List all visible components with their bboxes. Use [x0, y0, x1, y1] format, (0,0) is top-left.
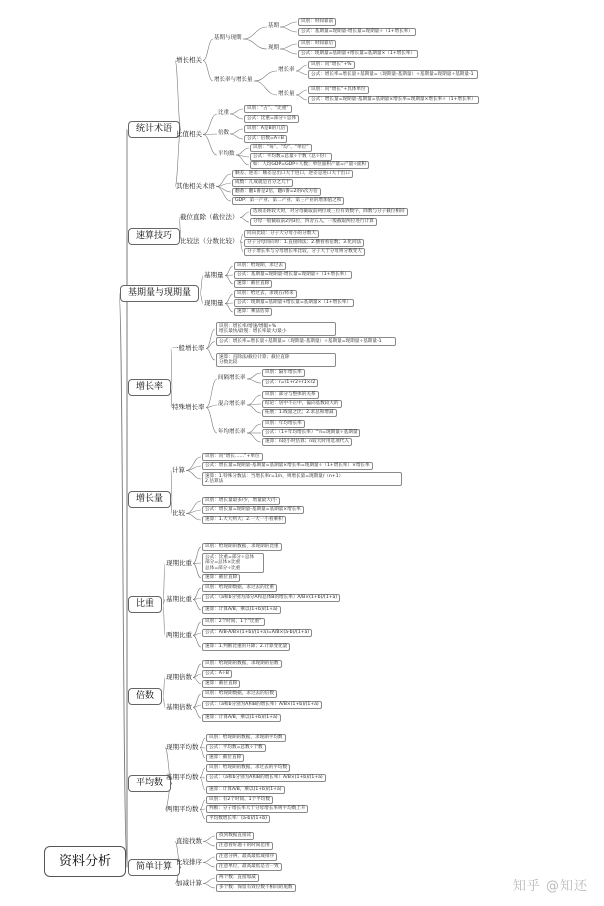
connector-line	[203, 878, 215, 884]
connector-line	[203, 61, 213, 82]
connector-line	[193, 547, 201, 564]
leaf-average-identify: 识别：“每”、“均”、“单位”	[250, 144, 312, 152]
leaf-cur-qty-formula: 公式：现期量=基期量+增长量=基期量×（1+增长率）	[234, 299, 354, 307]
connector-line	[236, 148, 249, 155]
connector-line	[200, 778, 205, 779]
leaf-truncation-2: 分母一般截取前2到3位，四舍五入，一般截取两位进行计算	[250, 218, 377, 226]
leaf-sort-1: 注意分辨，最高最低或排序	[216, 853, 277, 861]
leaf-annual-formula: 公式：（1+年均增长率）^n=现期量÷基期量	[262, 429, 360, 437]
connector-line	[206, 342, 215, 349]
leaf-compare-speed: 速算：1.大大则大；2.一大一小看乘积	[202, 516, 286, 524]
leaf-current-share-speed: 速算：截位直除	[202, 574, 240, 582]
leaf-annual-identify: 识别：年均增长率	[262, 420, 305, 428]
leaf-current-average-identify: 识别：给现期的数据，求现期平均数	[206, 734, 286, 742]
watermark-text: 知乎 @知还	[512, 879, 588, 894]
node-share[interactable]: 比重	[218, 110, 230, 116]
connector-line	[206, 349, 215, 361]
node-average[interactable]: 平均数	[218, 151, 235, 157]
connector-line	[186, 514, 201, 521]
leaf-annual-speed: 速算：n较小时估算；n较大时用选项代入	[262, 438, 352, 446]
leaf-general-identify	[216, 322, 336, 336]
leaf-calc-speed-line1: 速算：1.特殊分数法：当增长率r=1/n，则增长量=现期量/（n+1）	[205, 473, 344, 479]
leaf-current-average-formula: 公式：平均数=总数÷个数	[206, 744, 266, 752]
connector-line	[230, 114, 243, 119]
leaf-average-formula: 公式：平均数=总量÷个数（总÷份）	[250, 153, 332, 161]
leaf-current-share-formula-line2: 部分=总体×比重	[205, 560, 241, 566]
leaf-general-speed-line2: 分数比较	[219, 360, 238, 366]
leaf-base-share-formula: 公式：（a和b分别为部分A和总体B的增长率）A/B×(1+b)/(1+a)	[202, 594, 340, 602]
leaf-base-identify: 识别：时间靠前	[298, 18, 336, 26]
leaf-two-average-identify: 识别：有2个时间、1个平均数	[206, 796, 273, 804]
connector-line	[203, 114, 217, 135]
leaf-current-multiple-identify: 识别：给现期的数据，求现期的倍数	[202, 660, 282, 668]
leaf-two-average-judge: 判断：分子增长率大于分母增长率则平均数上升	[206, 805, 308, 813]
connector-line	[216, 174, 231, 187]
connector-line	[225, 276, 233, 285]
leaf-current-share-formula-line3: 总体=部分÷比重	[205, 565, 241, 571]
leaf-base-qty-speed: 速算：截位直除	[234, 280, 272, 288]
branch-share[interactable]: 比重	[128, 596, 162, 613]
leaf-current-identify: 识别：时间靠后	[298, 40, 336, 48]
connector-line	[193, 678, 201, 685]
branch-quick-calc[interactable]: 速算技巧	[128, 228, 180, 245]
connector-line	[225, 275, 233, 276]
leaf-current-formula: 公式：现期量=基期量+增长量=基期量×（1+增长率）	[298, 50, 418, 58]
connector-line	[200, 810, 205, 820]
connector-line	[171, 471, 172, 500]
leaf-multiple-formula: 公式：倍数=A÷B	[244, 135, 287, 143]
connector-line	[206, 329, 215, 349]
node-growth-qty-compare[interactable]: 比较	[172, 509, 185, 517]
branch-growth-quantity[interactable]: 增长量	[128, 491, 171, 508]
connector-line	[171, 349, 172, 388]
leaf-comparison-3: 分子增长率与分母增长率比较，分子大于分母则分数变大	[244, 248, 365, 256]
leaf-mixed-identify: 识别：部分与整体的关系	[262, 391, 319, 399]
leaf-two-average-rate: 平均数增长率：(a-b)/(1+b)	[206, 815, 270, 823]
leaf-interval-identify: 识别：隔年增长率	[262, 369, 305, 377]
connector-line	[200, 294, 203, 304]
connector-line	[200, 768, 205, 778]
leaf-comparison-1: 同向比较：分子大分母小的分数大	[244, 230, 319, 238]
node-base-quantity[interactable]: 基期量	[204, 271, 224, 279]
connector-line	[193, 563, 201, 564]
leaf-direct-2: 注意看好题干的时间范围	[216, 842, 273, 850]
leaf-multiple-identify: 识别：A是B的几倍	[244, 125, 288, 133]
leaf-share-formula: 公式：比重=部分÷总体	[244, 115, 299, 123]
connector-line	[193, 588, 201, 600]
node-growth-rate-amount[interactable]: 增长率与增长量	[214, 77, 253, 83]
connector-line	[163, 678, 165, 697]
connector-line	[243, 27, 267, 39]
leaf-base-qty-formula: 公式：基期量=现期量-增长量=现期量÷（1+增长率）	[234, 271, 352, 279]
connector-line	[206, 405, 217, 408]
leaf-general-identify-line2: 增长最快/最慢：增长率最大/最小	[219, 329, 287, 335]
leaf-interval-formula: 公式：r=r1+r2+r1×r2	[262, 379, 318, 387]
node-special-growth-rate[interactable]: 特殊增长率	[172, 403, 205, 411]
connector-line	[193, 622, 201, 636]
node-base-share[interactable]: 基期比重	[166, 595, 192, 603]
connector-line	[163, 605, 165, 636]
connector-line	[203, 857, 215, 863]
leaf-growth-rate-identify: 识别：问“增长”+%	[308, 61, 355, 69]
connector-line	[200, 800, 205, 810]
connector-line	[247, 373, 261, 379]
connector-line	[236, 155, 249, 157]
leaf-truncation-1: 选项差距较大时，对分母截取前两位或三位有效数字，除数与分子截位相同	[250, 208, 408, 216]
leaf-current-average-speed: 速算：截位直除	[206, 754, 244, 762]
leaf-base-average-formula: 公式：（a和b分别为A和B的增长率）A/B×(1+b)/(1+a)	[206, 774, 326, 782]
connector-line	[206, 379, 217, 408]
connector-line	[200, 738, 205, 748]
leaf-base-share-speed: 速算：计算A/B，乘以(1+b)/(1+a)	[202, 606, 281, 614]
connector-line	[175, 130, 181, 187]
connector-line	[280, 44, 297, 49]
leaf-current-share-identify: 识别：给现期的数据，求现期的比重	[202, 543, 282, 551]
connector-line	[193, 600, 201, 611]
leaf-fan-fan: 翻番：翻1番是2倍，翻n番=2的n次方倍	[232, 188, 321, 196]
leaf-growth-rate-formula: 公式：增长率=增长量÷基期量=（现期量-基期量）÷基期量=现期量÷基期量-1	[308, 70, 478, 79]
node-base-current[interactable]: 基期与现期	[214, 35, 242, 41]
leaf-calc-speed	[202, 472, 402, 486]
leaf-comparison-2: 分子分母同向时：1.直接除法；2.横看看倍数；3.化同法	[244, 239, 364, 247]
connector-line	[280, 27, 297, 32]
leaf-growth-quantity-formula: 公式：增长量=现期量-基期量=基期量×增长率=现期量×增长率÷（1+增长率）	[308, 96, 479, 104]
leaf-general-speed-line1: 速算：直除法/截位计算；截位直除	[219, 354, 290, 360]
branch-average[interactable]: 平均数	[128, 775, 171, 792]
leaf-base-average-speed: 速算：计算A/B，乘以(1+b)/(1+a)	[206, 786, 285, 794]
connector-line	[163, 600, 165, 605]
connector-line	[193, 564, 201, 579]
connector-line	[200, 748, 205, 759]
connector-line	[203, 884, 215, 889]
connector-line	[225, 266, 233, 276]
connector-line	[186, 471, 201, 480]
connector-line	[247, 405, 261, 413]
connector-line	[200, 778, 205, 791]
root-node[interactable]: 资料分析	[44, 846, 126, 877]
leaf-current-multiple-formula: 公式：A÷B	[202, 670, 232, 678]
node-two-period-share[interactable]: 两期比重	[166, 631, 192, 639]
branch-multiple[interactable]: 倍数	[128, 688, 162, 705]
leaf-share-identify: 识别：“占”、“比重”	[244, 105, 292, 113]
leaf-calc-formula: 公式：增长量=现期量-基期量=基期量×增长率=现期量÷（1+增长率）×增长率	[202, 462, 373, 470]
connector-line	[203, 836, 215, 842]
node-current-quantity[interactable]: 现期量	[204, 299, 224, 307]
connector-line	[186, 510, 201, 514]
leaf-base-share-identify: 识别：给现期数据，求过去的比重	[202, 584, 277, 592]
leaf-base-multiple-identify: 识别：给现期数据，求过去的倍数	[202, 690, 277, 698]
leaf-two-share-speed: 速算：1.判断比重的升降；2.计算变化量	[202, 643, 290, 651]
connector-line	[296, 65, 307, 71]
connector-line	[216, 187, 231, 202]
connector-line	[175, 61, 181, 130]
node-current-share[interactable]: 现期比重	[166, 559, 192, 567]
connector-line	[200, 809, 205, 810]
connector-line	[240, 212, 249, 218]
leaf-two-share-formula: 公式：A/B-A/B×(1+b)/(1+a)=A/B×(a-b)/(1+a)	[202, 629, 312, 637]
connector-line	[186, 501, 201, 514]
node-base-average[interactable]: 基期平均数	[166, 773, 199, 781]
leaf-current-multiple-speed: 速算：截位直除	[202, 680, 240, 688]
leaf-base-multiple-formula: 公式：（a和b分别为A和B的增长率）A/B×(1+b)/(1+a)	[202, 701, 322, 709]
connector-line	[163, 564, 165, 605]
leaf-base-formula: 公式：基期量=现期量-增长量=现期量÷（1+增长率）	[298, 28, 416, 36]
connector-line	[296, 95, 307, 100]
leaf-sum-2: 多个数：保留有效位数不相同的尾数	[216, 884, 296, 892]
connector-line	[203, 863, 215, 868]
connector-line	[247, 433, 261, 442]
leaf-base-average-identify: 识别：给现期的数据，求过去的平均数	[206, 764, 290, 772]
branch-growth-rate[interactable]: 增长率	[128, 379, 171, 396]
leaf-two-share-identify: 识别：2个时间、1个“比重”	[202, 618, 265, 626]
node-truncation[interactable]: 截位直除（截位法）	[180, 213, 239, 221]
connector-line	[296, 71, 307, 75]
connector-line	[203, 135, 217, 156]
node-add-subtract[interactable]: 加减计算	[176, 879, 202, 887]
connector-line	[193, 633, 201, 636]
leaf-base-multiple-speed: 速算：计算A/B，乘以(1+b)/(1+a)	[202, 714, 281, 722]
connector-line	[280, 22, 297, 27]
connector-line	[280, 49, 297, 54]
node-ratio-related[interactable]: 比值相关	[176, 130, 202, 138]
leaf-calc-identify: 识别：问“增长……”+单位	[202, 453, 263, 461]
leaf-compare-formula: 公式：增长量=现期量-基期量=基期量×增长率	[202, 506, 304, 514]
node-growth-qty-calc[interactable]: 计算	[172, 466, 185, 474]
connector-line	[216, 187, 231, 193]
connector-line	[200, 748, 205, 749]
connector-line	[193, 708, 201, 719]
leaf-trade-balance: 顺差、逆差：顺差是出口大于进口，逆差是进口大于出口	[232, 170, 353, 178]
node-compare-sort[interactable]: 比较排序	[176, 858, 202, 866]
node-current-average[interactable]: 现期平均数	[166, 743, 199, 751]
node-growth-related[interactable]: 增长相关	[176, 56, 202, 64]
connector-line	[225, 294, 233, 304]
leaf-cur-qty-identify: 识别：给过去，求现在/将来	[234, 290, 297, 298]
branch-simple-calc[interactable]: 简单计算	[128, 859, 180, 876]
node-other-terms[interactable]: 其他相关术语	[176, 182, 215, 190]
leaf-general-speed	[216, 353, 336, 367]
connector-line	[236, 155, 249, 165]
connector-line	[240, 218, 249, 223]
connector-line	[203, 39, 213, 61]
connector-line	[119, 294, 127, 862]
leaf-gdp: GDP：第一产业、第二产业、第三产业的增加值之和	[232, 197, 344, 205]
node-interval-growth-rate[interactable]: 间隔增长率	[218, 375, 246, 381]
connector-line	[186, 466, 201, 471]
connector-line	[254, 81, 277, 95]
leaf-sum-1: 两个数：直接加减	[216, 874, 259, 882]
leaf-cheng-shu: 成数：几成就是百分之几十	[232, 179, 293, 187]
connector-line	[230, 129, 243, 134]
node-growth-quantity[interactable]: 增长量	[278, 91, 295, 97]
leaf-current-share-formula-line1: 公式：比重=部分÷总体	[205, 554, 255, 560]
connector-line	[203, 842, 215, 847]
connector-line	[163, 697, 165, 708]
leaf-direct-1: 找到数据直接读	[216, 832, 254, 840]
connector-line	[193, 705, 201, 708]
connector-line	[200, 276, 203, 294]
connector-line	[240, 242, 243, 244]
connector-line	[193, 694, 201, 708]
connector-line	[206, 408, 217, 434]
connector-line	[216, 183, 231, 187]
leaf-compare-identify: 识别：增长量最多/少，增量最大/小	[202, 497, 280, 505]
leaf-current-share-formula	[202, 553, 264, 573]
connector-line	[225, 303, 233, 304]
node-current-multiple[interactable]: 现期倍数	[166, 673, 192, 681]
node-mixed-growth-rate[interactable]: 混合增长率	[218, 401, 246, 407]
node-two-period-average[interactable]: 两期平均数	[166, 805, 199, 813]
leaf-sort-2: 注意单位，最高最低是否一致	[216, 863, 282, 871]
connector-line	[247, 424, 261, 433]
connector-line	[230, 134, 243, 139]
connector-line	[240, 242, 243, 253]
node-multiple[interactable]: 倍数	[218, 130, 230, 136]
connector-line	[186, 457, 201, 471]
leaf-mixed-extension: 拓展：1.线量之比；2.求总和增减	[262, 409, 337, 417]
node-annual-growth-rate[interactable]: 年均增长率	[218, 429, 246, 435]
connector-line	[254, 71, 277, 81]
connector-line	[225, 304, 233, 313]
branch-base-current-quantity[interactable]: 基期量与现期量	[120, 285, 199, 302]
branch-statistics-terms[interactable]: 统计术语	[128, 121, 180, 138]
connector-line	[247, 395, 261, 405]
node-growth-rate[interactable]: 增长率	[278, 67, 295, 73]
connector-line	[203, 134, 217, 135]
connector-line	[193, 674, 201, 678]
connector-line	[230, 109, 243, 114]
connector-line	[296, 90, 307, 95]
connector-line	[193, 636, 201, 648]
leaf-growth-quantity-identify: 识别：问“增长”+具体单位	[308, 86, 369, 94]
connector-line	[240, 234, 243, 242]
leaf-general-identify-line1: 识别：增长率/增速/增幅+%	[219, 323, 277, 329]
connector-line	[243, 39, 267, 49]
node-direct-lookup[interactable]: 直接找数	[176, 837, 202, 845]
node-current[interactable]: 现期	[268, 45, 280, 51]
node-base-multiple[interactable]: 基期倍数	[166, 703, 192, 711]
leaf-average-example: 如：人均GDP=GDP÷人数；单位面积产量=产量÷面积	[250, 161, 369, 169]
node-general-growth-rate[interactable]: 一般增长率	[172, 344, 205, 352]
connector-line	[193, 664, 201, 678]
leaf-base-qty-identify: 识别：给现期，求过去	[234, 262, 286, 270]
leaf-mixed-conclusion: 结论：居中不正中，偏向基数较大的	[262, 400, 342, 408]
leaf-calc-speed-line2: 2.估算法	[205, 479, 224, 485]
node-comparison[interactable]: 比较法（分数比较）	[180, 237, 239, 245]
leaf-general-formula: 公式：增长率=增长量÷基期量=（现期量-基期量）÷基期量=现期量÷基期量-1	[216, 337, 396, 346]
connector-line	[193, 598, 201, 600]
connector-line	[247, 379, 261, 383]
node-base[interactable]: 基期	[268, 23, 280, 29]
leaf-cur-qty-speed: 速算：乘法估算	[234, 308, 272, 316]
connector-line	[247, 404, 261, 405]
